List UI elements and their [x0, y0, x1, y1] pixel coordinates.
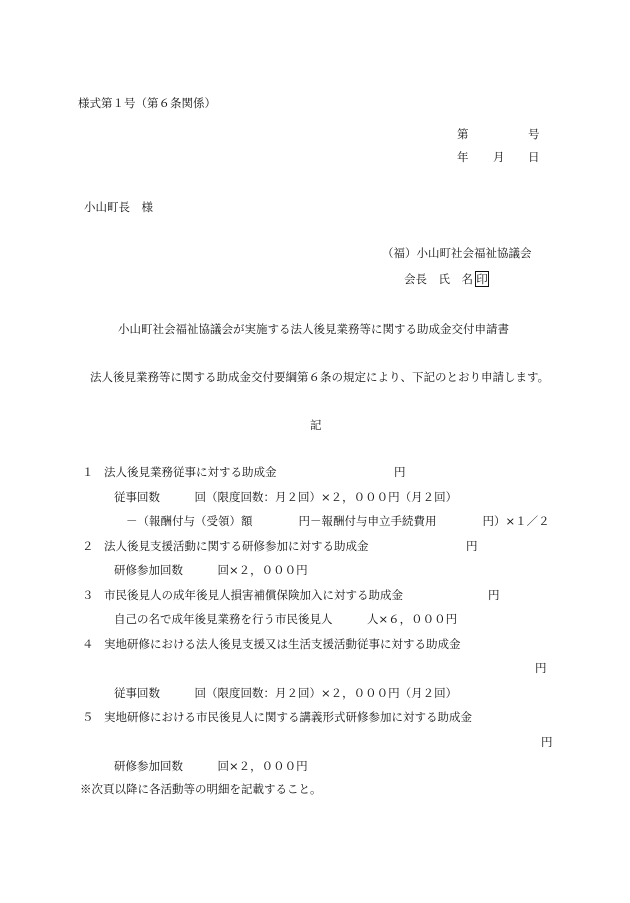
- addressee: 小山町長 様: [84, 200, 153, 214]
- item-4-detail-1: 従事回数 回（限度回数：月２回）×２，０００円（月２回）: [114, 686, 458, 700]
- item-3-detail-1: 自己の名で成年後見業務を行う市民後見人 人×６，０００円: [114, 612, 458, 626]
- date-month: 月: [493, 150, 505, 164]
- item-1-detail-2: －（報酬付与（受領）額 円－報酬付与申立手続費用 円）×１／２: [126, 514, 550, 528]
- ref-go: 号: [528, 127, 540, 141]
- item-3-number: ３: [82, 588, 94, 602]
- ref-dai: 第: [457, 127, 469, 141]
- item-1-number: １: [82, 465, 94, 479]
- form-number: 様式第１号（第６条関係）: [78, 96, 216, 110]
- footnote: ※次頁以降に各活動等の明細を記載すること。: [80, 782, 322, 796]
- item-2-number: ２: [82, 539, 94, 553]
- seal-mark: 印: [476, 272, 488, 286]
- ki-heading: 記: [310, 418, 322, 432]
- item-5-label: 実地研修における市民後見人に関する講義形式研修参加に対する助成金: [104, 710, 472, 724]
- item-5-number: ５: [82, 710, 94, 724]
- item-4-number: ４: [82, 637, 94, 651]
- intro-text: 法人後見業務等に関する助成金交付要綱第６条の規定により、下記のとおり申請します。: [90, 370, 550, 384]
- date-year: 年: [457, 150, 469, 164]
- date-day: 日: [528, 150, 540, 164]
- item-3-yen: 円: [488, 588, 500, 602]
- item-2-label: 法人後見支援活動に関する研修参加に対する助成金: [104, 539, 369, 553]
- document-title: 小山町社会福祉協議会が実施する法人後見業務等に関する助成金交付申請書: [118, 322, 509, 336]
- item-1-detail-1: 従事回数 回（限度回数：月２回）×２，０００円（月２回）: [114, 490, 458, 504]
- item-4-label: 実地研修における法人後見支援又は生活支援活動従事に対する助成金: [104, 637, 461, 651]
- item-2-detail-1: 研修参加回数 回×２，０００円: [114, 563, 308, 577]
- item-4-yen: 円: [535, 661, 547, 675]
- item-1-label: 法人後見業務従事に対する助成金: [104, 465, 277, 479]
- item-2-yen: 円: [466, 539, 478, 553]
- applicant-signature-line: [404, 271, 489, 287]
- item-5-detail-1: 研修参加回数 回×２，０００円: [114, 759, 308, 773]
- item-3-label: 市民後見人の成年後見人損害補償保険加入に対する助成金: [104, 588, 403, 602]
- applicant-position: 会長 氏 名: [404, 272, 473, 286]
- item-1-yen: 円: [394, 465, 406, 479]
- applicant-org: （福）小山町社会福祉協議会: [382, 246, 532, 260]
- item-5-yen: 円: [541, 735, 553, 749]
